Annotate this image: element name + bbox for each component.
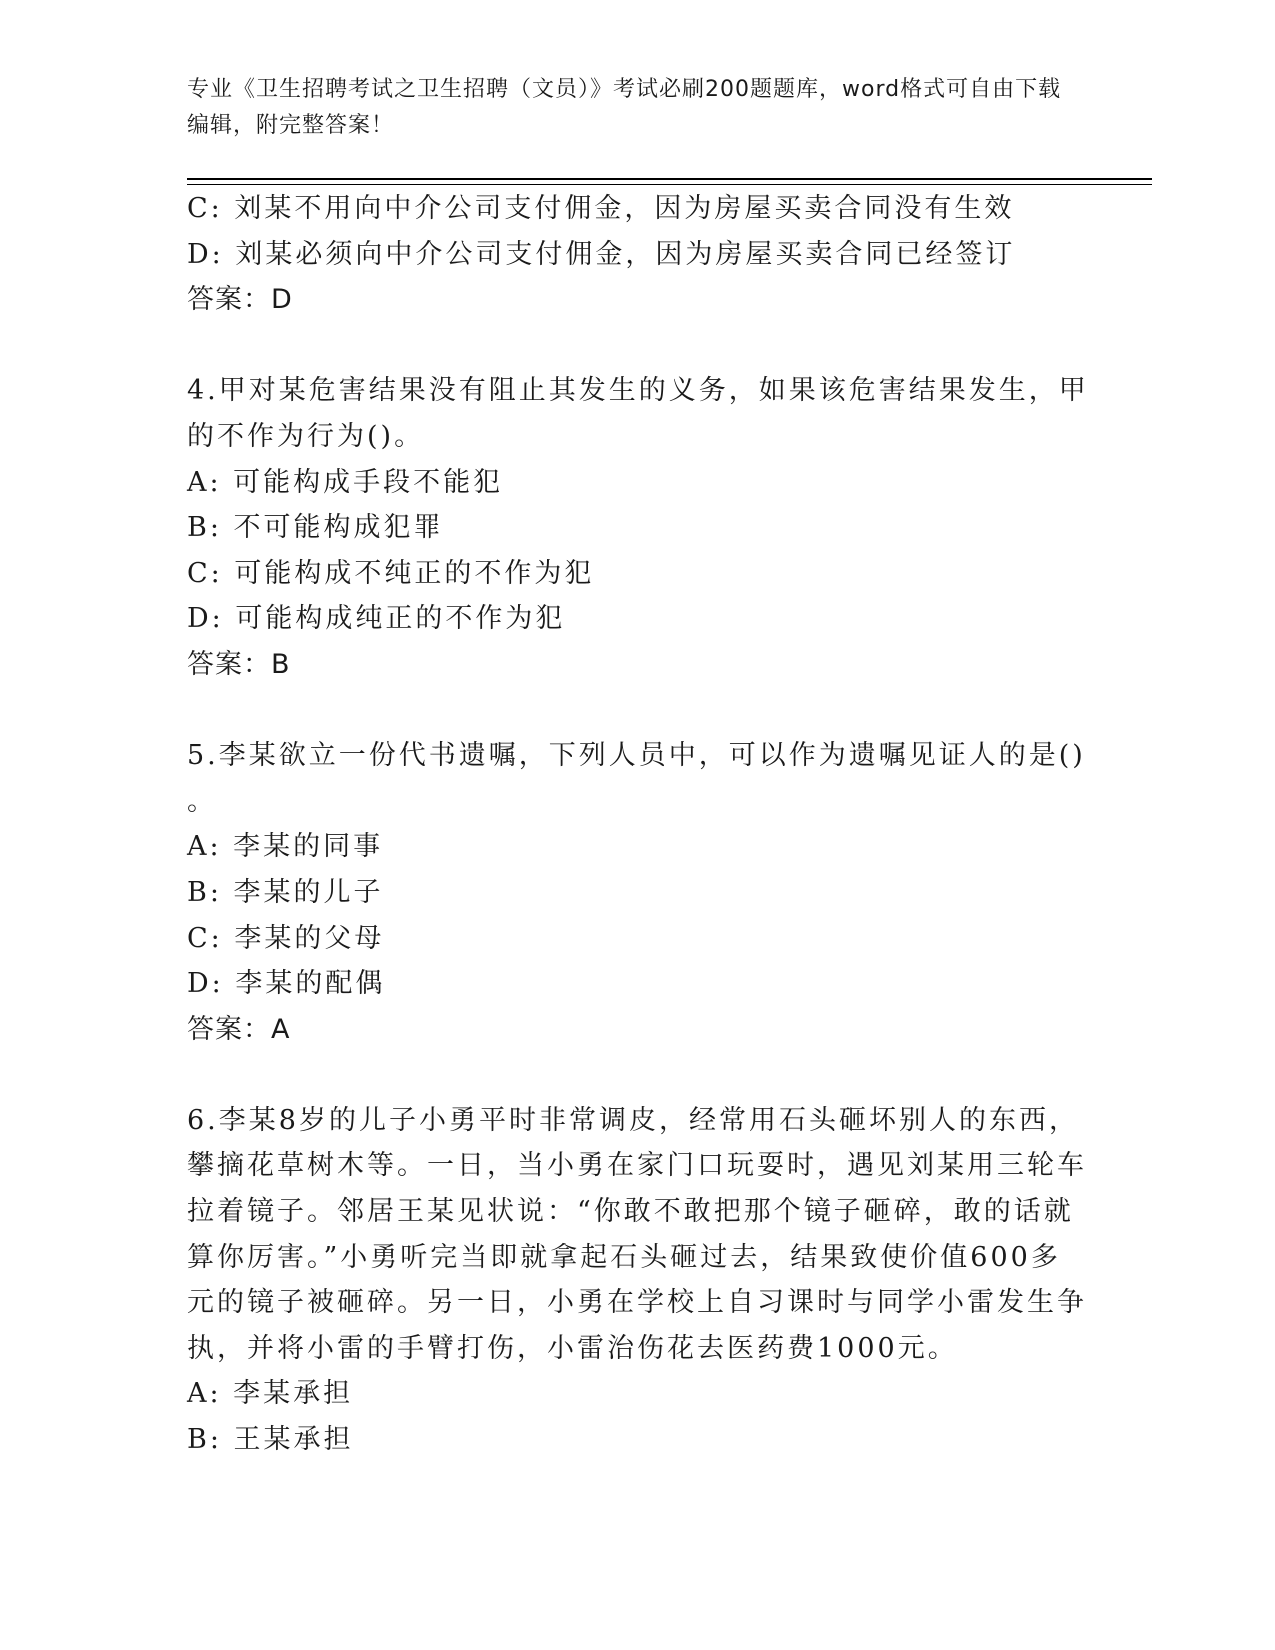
option-line: C: 李某的父母 bbox=[187, 922, 385, 954]
spacer bbox=[187, 1052, 1067, 1098]
answer-line: 答案：B bbox=[187, 648, 291, 680]
header-text: 专业《卫生招聘考试之卫生招聘（文员）》考试必刷200题题库，word格式可自由下载编辑，附完整答案！ bbox=[187, 77, 1062, 138]
option-line: B: 王某承担 bbox=[187, 1424, 354, 1456]
option-line: D: 李某的配偶 bbox=[187, 968, 386, 1000]
question-stem: 4.甲对某危害结果没有阻止其发生的义务，如果该危害结果发生，甲 bbox=[187, 375, 1089, 407]
option-line: C: 可能构成不纯正的不作为犯 bbox=[187, 557, 595, 589]
question-stem: 元的镜子被砸碎。另一日，小勇在学校上自习课时与同学小雷发生争 bbox=[187, 1287, 1087, 1319]
header-rule-thick bbox=[187, 178, 1152, 180]
option-line: A: 李某的同事 bbox=[187, 831, 384, 863]
option-line: B: 不可能构成犯罪 bbox=[187, 512, 444, 544]
question-block bbox=[187, 1098, 1087, 1463]
question-stem: 执，并将小雷的手臂打伤，小雷治伤花去医药费1000元。 bbox=[187, 1332, 958, 1364]
option-line: A: 可能构成手段不能犯 bbox=[187, 466, 504, 498]
option-line: A: 李某承担 bbox=[187, 1378, 354, 1410]
option-line: D: 可能构成纯正的不作为犯 bbox=[187, 603, 566, 635]
answer-line: 答案：A bbox=[187, 1013, 291, 1045]
page-header bbox=[187, 72, 1067, 144]
spacer bbox=[187, 323, 1067, 369]
question-stem: 拉着镜子。邻居王某见状说：“你敢不敢把那个镜子砸碎，敢的话就 bbox=[187, 1196, 1074, 1228]
question-block bbox=[187, 368, 1089, 687]
spacer bbox=[187, 688, 1067, 734]
question-stem: 的不作为行为()。 bbox=[187, 420, 425, 452]
answer-line: 答案：D bbox=[187, 284, 293, 316]
header-rule-thin bbox=[187, 184, 1152, 185]
question-stem: 5.李某欲立一份代书遗嘱，下列人员中，可以作为遗嘱见证人的是() bbox=[187, 740, 1086, 772]
question-stem: 攀摘花草树木等。一日，当小勇在家门口玩耍时，遇见刘某用三轮车 bbox=[187, 1150, 1087, 1182]
question-block bbox=[187, 733, 1086, 1052]
option-line: C: 刘某不用向中介公司支付佣金，因为房屋买卖合同没有生效 bbox=[187, 193, 1015, 224]
question-stem: 。 bbox=[187, 785, 217, 817]
option-line: B: 李某的儿子 bbox=[187, 876, 384, 908]
question-stem: 6.李某8岁的儿子小勇平时非常调皮，经常用石头砸坏别人的东西， bbox=[187, 1104, 1079, 1136]
option-line: D: 刘某必须向中介公司支付佣金，因为房屋买卖合同已经签订 bbox=[187, 238, 1016, 270]
question-stem: 算你厉害。”小勇听完当即就拿起石头砸过去，结果致使价值600多 bbox=[187, 1241, 1061, 1273]
document-body bbox=[187, 186, 1089, 1463]
